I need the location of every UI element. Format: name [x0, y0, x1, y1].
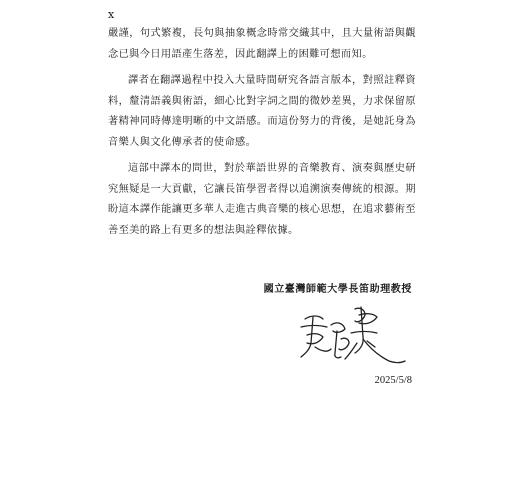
author-affiliation: 國立臺灣師範大學長笛助理教授 — [263, 284, 412, 295]
page-number: x — [108, 8, 115, 21]
document-date: 2025/5/8 — [374, 375, 412, 386]
paragraph-2: 譯者在翻譯過程中投入大量時間研究各語言版本，對照註釋資料，釐清語義與術語，細心比對字詞之間的微妙差異，力求保留原著精神同時傳達明晰的中文語感。而這份努力的背後，是她託身為音樂人與文化傳承者的使命感。 — [108, 75, 416, 148]
signature-icon — [293, 303, 413, 371]
paragraph-3: 這部中譯本的問世，對於華語世界的音樂教育、演奏與歷史研究無疑是一大貢獻，它讓長笛學習者得以追溯演奏傳統的根源。期盼這本譯作能讓更多華人走進古典音樂的核心思想，在追求藝術至善至美的路上有更多的想法與詮釋依據。 — [108, 163, 416, 236]
paragraph-1: 嚴謹，句式繁複，長句與抽象概念時常交織其中，且大量術語與觀念已與今日用語產生落差，因此翻譯上的困難可想而知。 — [108, 28, 416, 60]
body-text — [108, 24, 416, 247]
